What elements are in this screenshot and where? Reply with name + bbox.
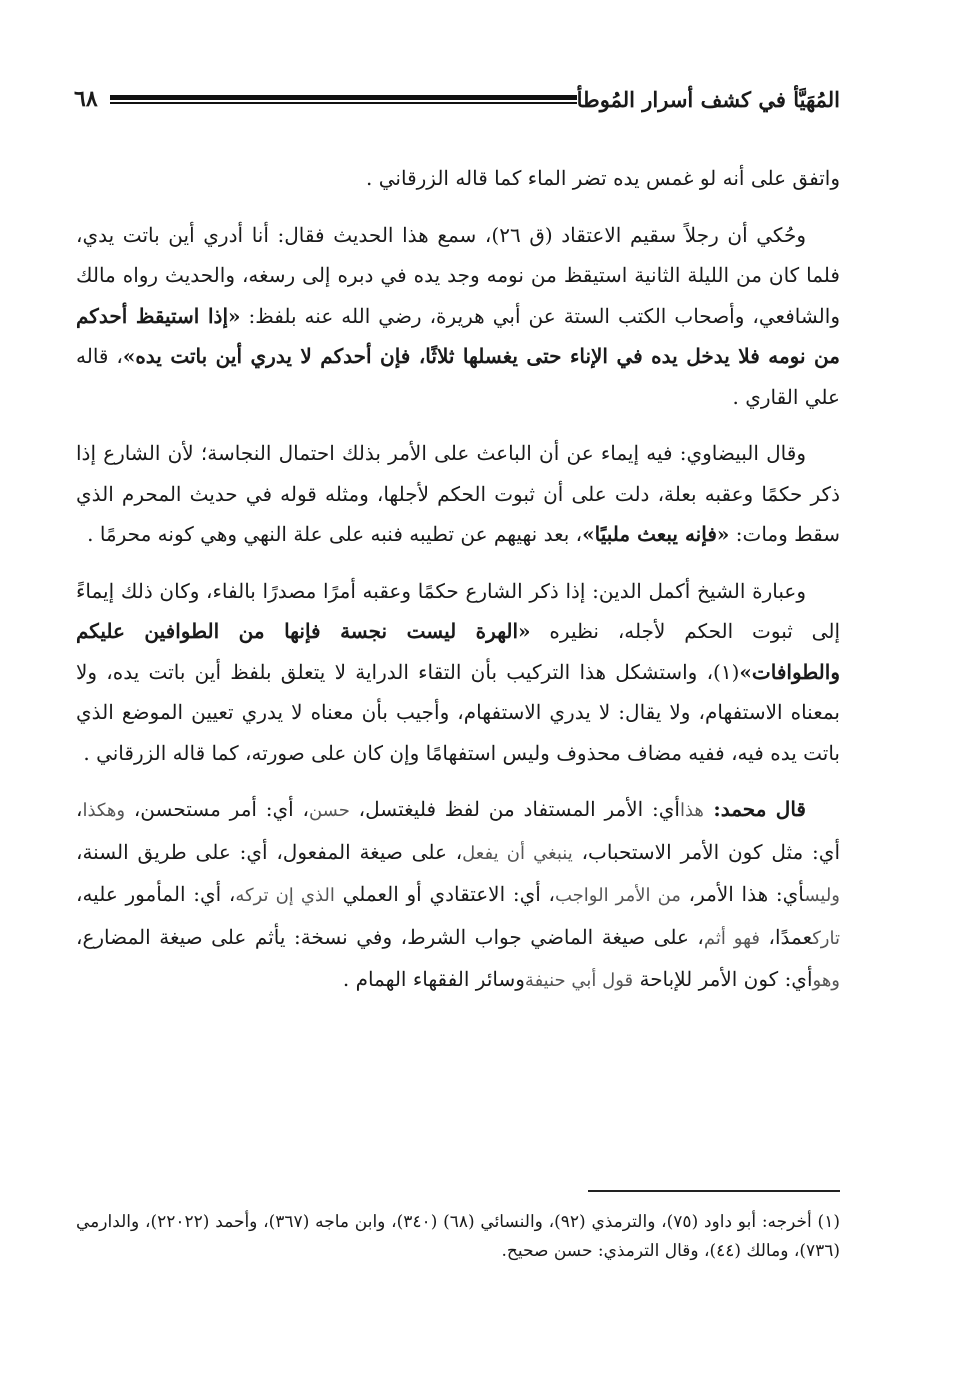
page-number: ٦٨ — [74, 86, 98, 112]
text-segment: ، بعد نهيهم عن تطيبه فنبه على علة النهي وهي كونه محرمًا . — [87, 522, 583, 546]
text-segment: ، أي: الاعتقادي أو العملي — [334, 882, 555, 906]
paragraph — [76, 215, 840, 418]
header-rule — [110, 95, 577, 104]
text-segment: أي: هذا الأمر، — [680, 882, 805, 906]
header-rule-thick — [110, 95, 577, 100]
body-text — [76, 158, 840, 1018]
page-header — [62, 82, 840, 116]
footnote: (١) أخرجه: أبو داود (٧٥)، والترمذي (٩٢)، والنسائي (٦٨) (٣٤٠)، وابن ماجه (٣٦٧)، وأحمد (٢٢٠٢٢)، والدارمي (٧٣٦)، ومالك (٤٤)، وقال الترمذي: حسن صحيح. — [76, 1212, 840, 1261]
text-segment: وقال البيضاوي: فيه إيماء عن أن الباعث على الأمر بذلك احتمال النجاسة؛ لأن الشارع إذا ذكر حكمًا وعقبه بعلة، دلت على أن ثبوت الحكم لأجلها، ومثله قوله في حديث المحرم الذي سقط ومات: — [76, 441, 840, 546]
running-title: المُهَيَّأ في كشف أسرار المُوطأ — [576, 86, 840, 112]
matn-text-segment: وليس — [804, 885, 840, 906]
text-segment: أي: كون الأمر للإباحة — [633, 967, 813, 991]
matn-text-segment: الذي إن تركه — [235, 885, 335, 906]
matn-text-segment: ينبغي أن يفعل — [462, 842, 573, 864]
text-segment: أي: الأمر المستفاد من لفظ فليغتسل، — [349, 797, 680, 821]
matn-text-segment: من الأمر الواجب — [554, 885, 681, 906]
text-segment: ، أي: المأمور عليه، — [76, 882, 236, 906]
footnote-separator — [588, 1190, 840, 1192]
matn-text-segment: وهو — [812, 970, 840, 991]
matn-text-segment: قول أبي حنيفة — [524, 970, 634, 991]
text-segment: وعبارة الشيخ أكمل الدين: إذا ذكر الشارع حكمًا وعقبه أمرًا مصدرًا بالفاء، وكان ذلك إيماءً إلى ثبوت الحكم لأجله، نظيره — [76, 578, 840, 643]
header-rule-thin — [110, 102, 577, 104]
paragraph — [76, 789, 840, 1002]
paragraph — [76, 571, 840, 774]
bold-text-segment: «الهرة ليست نجسة فإنها من الطوافين عليكم والطوافات» — [76, 619, 840, 684]
text-segment: ، على صيغة الماضي جواب الشرط، وفي نسخة: يأثم على صيغة المضارع، — [76, 924, 704, 949]
bold-text-segment: قال محمد: — [703, 797, 806, 821]
footnotes — [76, 1208, 840, 1266]
text-segment: وسائر الفقهاء الهمام . — [342, 967, 525, 991]
text-segment: عمدًا، — [759, 924, 813, 949]
matn-text-segment: هذا — [679, 800, 704, 821]
text-segment: وحُكي أن رجلاً سقيم الاعتقاد (ق ٢٦)، سمع هذا الحديث فقال: أنا أدري أين باتت يدي، فلما كان من الليلة الثانية استيقظ من نومه وجد يده في دبره إلى رسغه، والحديث رواه مالك والشافعي، وأصحاب الكتب الستة عن أبي هريرة، رضي الله عنه بلفظ: — [76, 222, 840, 328]
bold-text-segment: «فإنه يبعث ملبيًا» — [582, 522, 730, 546]
matn-text-segment: حسن — [308, 800, 350, 821]
matn-text-segment: تارك — [812, 927, 840, 949]
matn-text-segment: فهو أثم — [703, 927, 760, 949]
paragraph — [76, 433, 840, 555]
text-segment: ، أي: مثل كون الأمر الاستحباب، — [76, 797, 841, 864]
text-segment: ، على صيغة المفعول، أي: على طريق السنة، — [76, 839, 463, 864]
text-segment: ، قاله علي القاري . — [76, 344, 840, 409]
paragraph — [76, 158, 840, 199]
text-segment: واتفق على أنه لو غمس يده تضر الماء كما قاله الزرقاني . — [366, 166, 840, 190]
text-segment: (١)، واستشكل هذا التركيب بأن التقاء الدراية لا يتعلق بلفظ أين باتت يده، ولا بمعناه الاستفهام، ولا يقال: لا يدري الاستفهام، وأجيب بأن معناه لا يدري تعيين الموضع الذي باتت يده فيه، ففيه مضاف محذوف وليس استفهامًا وإن كان على صورته، كما قاله الزرقاني . — [76, 659, 840, 765]
bold-text-segment: «إذا استيقظ أحدكم من نومه فلا يدخل يده في الإناء حتى يغسلها ثلاثًا، فإن أحدكم لا يدري أين باتت يده» — [76, 303, 840, 368]
matn-text-segment: وهكذا — [82, 800, 126, 821]
text-segment: ، أي: أمر مستحسن، — [125, 797, 309, 821]
